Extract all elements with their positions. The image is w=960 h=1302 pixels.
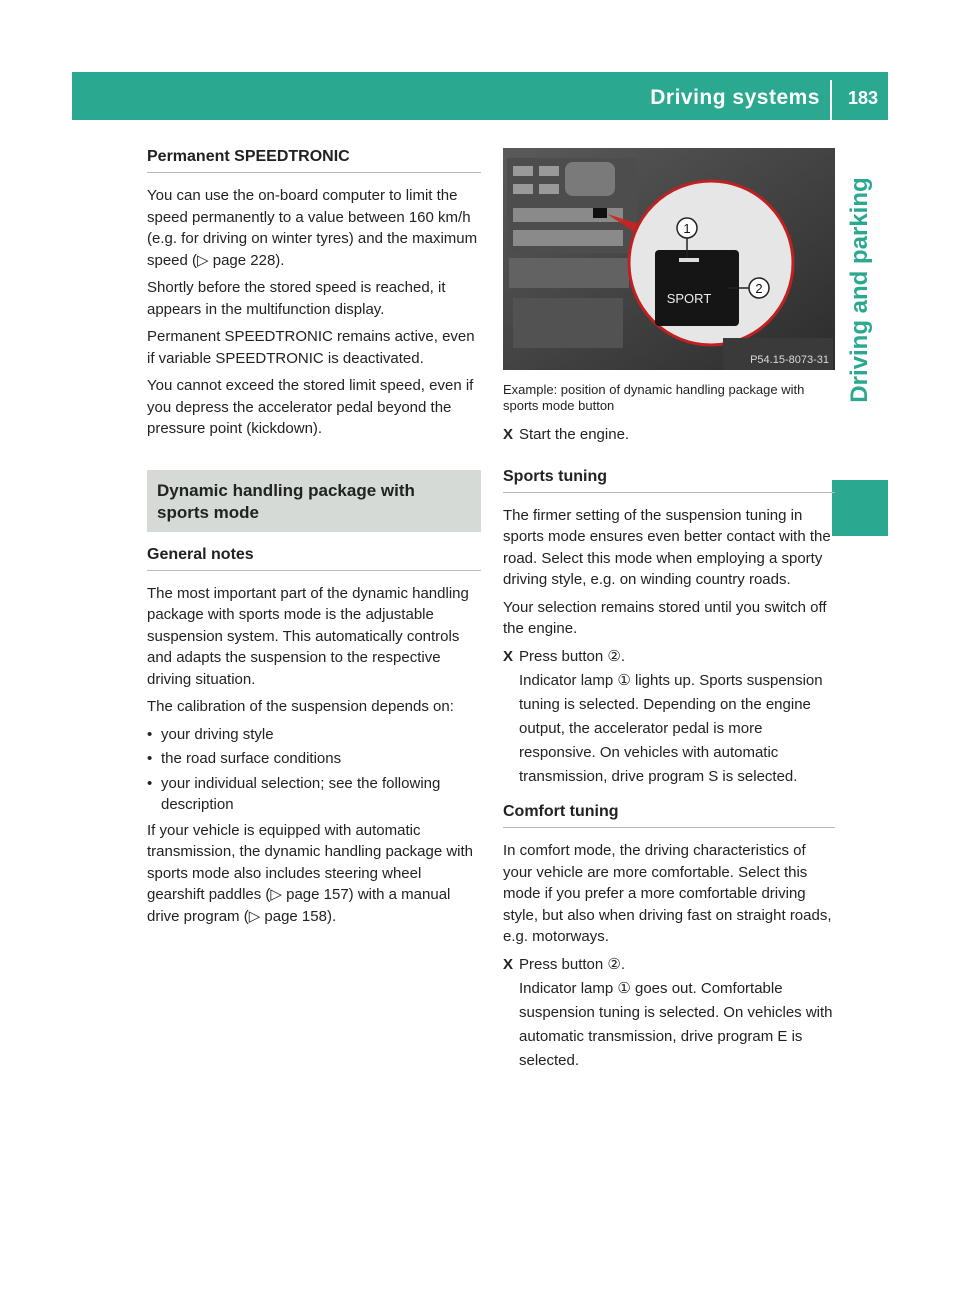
- left-column: [147, 148, 481, 933]
- right-column: [503, 148, 835, 1079]
- paragraph: The calibration of the suspension depends on:: [147, 698, 454, 715]
- instruction-step: X Start the engine.: [503, 426, 630, 443]
- list-item: • your driving style: [147, 724, 481, 746]
- paragraph: Permanent SPEEDTRONIC remains active, even if variable SPEEDTRONIC is deactivated.: [147, 328, 475, 367]
- list-item: • the road surface conditions: [147, 748, 481, 770]
- comfort-tuning-heading: Comfort tuning: [503, 803, 835, 828]
- paragraph: If your vehicle is equipped with automatic transmission, the dynamic handling package with sports mode also includes steering wheel gearshift paddles (▷ page 157) with a manual drive program (▷ page 158).: [147, 821, 474, 925]
- figure-caption: Example: position of dynamic handling package with sports mode button: [503, 382, 805, 413]
- chapter-marker: [832, 480, 888, 536]
- page-number: 183: [847, 88, 878, 108]
- permanent-speedtronic-heading: Permanent SPEEDTRONIC: [147, 148, 481, 173]
- instruction-result: Indicator lamp ① goes out. Comfortable suspension tuning is selected. On vehicles with automatic transmission, drive program E is selected.: [519, 980, 833, 1069]
- dynamic-handling-heading: Dynamic handling package with sports mode: [147, 470, 481, 532]
- sports-tuning-heading: Sports tuning: [503, 468, 835, 493]
- sport-button-photo: [503, 148, 835, 370]
- paragraph: Shortly before the stored speed is reached, it appears in the multifunction display.: [147, 279, 446, 318]
- paragraph: The most important part of the dynamic handling package with sports mode is the adjustable suspension system. This automatically controls and adapts the suspension to the respective driving situation.: [147, 584, 469, 688]
- figure-code: P54.15-8073-31: [750, 354, 829, 366]
- instruction-result: Indicator lamp ① lights up. Sports suspension tuning is selected. Depending on the engine output, the accelerator pedal is more responsive. On vehicles with automatic transmission, drive program S is selected.: [519, 672, 823, 785]
- list-item: • your individual selection; see the following description: [147, 773, 481, 816]
- callout-2: 2: [755, 281, 763, 296]
- paragraph: Your selection remains stored until you switch off the engine.: [503, 598, 827, 637]
- header-divider: [830, 80, 832, 120]
- sport-button-label: SPORT: [666, 291, 712, 306]
- paragraph: The firmer setting of the suspension tuning in sports mode ensures even better contact with the road. Select this mode when employing a sporty driving style, e.g. on winding country roads.: [503, 506, 831, 588]
- paragraph: You can use the on-board computer to limit the speed permanently to a value between 160 km/h (e.g. for driving on winter tyres) and the maximum speed (▷ page 228).: [147, 187, 478, 269]
- general-notes-heading: General notes: [147, 546, 481, 571]
- chapter-tab: [832, 120, 888, 460]
- instruction-step: X Press button ②.: [503, 955, 625, 973]
- callout-1: 1: [683, 221, 691, 236]
- paragraph: In comfort mode, the driving characteristics of your vehicle are more comfortable. Select this mode if you prefer a more comfortable driving style, but also when driving fast on straight roads, e.g. motorways.: [503, 842, 832, 945]
- chapter-tab-label: Driving and parking: [846, 177, 873, 403]
- instruction-step: X Press button ②.: [503, 647, 625, 665]
- console-illustration: [503, 148, 835, 370]
- paragraph: You cannot exceed the stored limit speed, even if you depress the accelerator pedal beyond the pressure point (kickdown).: [147, 377, 474, 437]
- bullet-list: [147, 724, 481, 816]
- section-title: Driving systems: [650, 86, 820, 109]
- header-bar: [72, 72, 888, 120]
